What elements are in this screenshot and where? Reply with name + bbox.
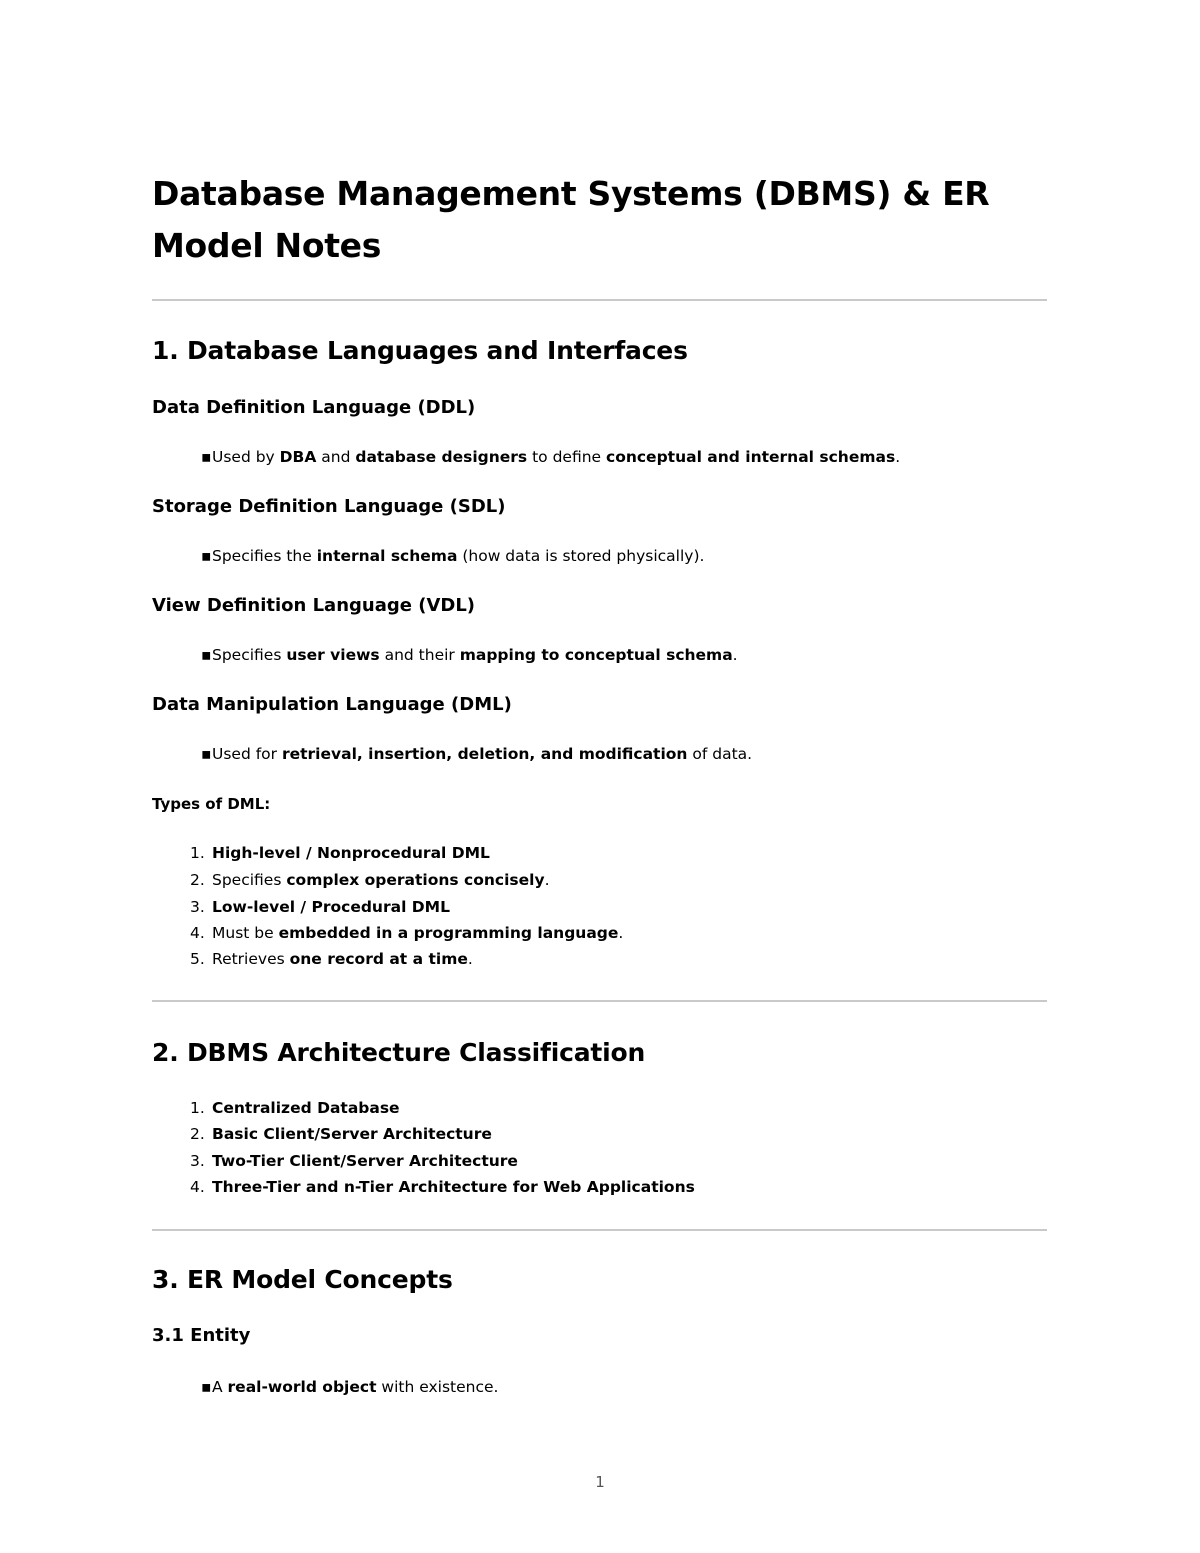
ddl-bullet: ▪Used by DBA and database designers to define conceptual and internal schemas. (201, 448, 901, 466)
sdl-bullet: ▪Specifies the internal schema (how data is stored physically). (201, 547, 705, 565)
section-1-heading: 1. Database Languages and Interfaces (152, 336, 688, 365)
list-item: 2. Specifies complex operations concisely. (190, 871, 550, 889)
list-item: 2. Basic Client/Server Architecture (190, 1125, 492, 1143)
bullet-glyph: ▪ (201, 547, 212, 565)
list-item: 4. Three-Tier and n-Tier Architecture for Web Applications (190, 1178, 695, 1196)
dml-heading: Data Manipulation Language (DML) (152, 694, 512, 715)
list-item: 1. Centralized Database (190, 1099, 400, 1117)
dml-types-heading: Types of DML: (152, 795, 271, 813)
section-3-heading: 3. ER Model Concepts (152, 1265, 453, 1294)
page-title: Database Management Systems (DBMS) & ER Model Notes (152, 174, 990, 265)
bullet-glyph: ▪ (201, 646, 212, 664)
entity-bullet: ▪A real-world object with existence. (201, 1378, 499, 1396)
list-item: 5. Retrieves one record at a time. (190, 950, 473, 968)
divider (152, 299, 1047, 301)
sdl-heading: Storage Definition Language (SDL) (152, 496, 506, 517)
bullet-glyph: ▪ (201, 745, 212, 763)
dml-bullet: ▪Used for retrieval, insertion, deletion, and modification of data. (201, 745, 753, 763)
vdl-heading: View Definition Language (VDL) (152, 595, 476, 616)
bullet-glyph: ▪ (201, 1378, 212, 1396)
list-item: 4. Must be embedded in a programming language. (190, 924, 624, 942)
section-2-heading: 2. DBMS Architecture Classification (152, 1038, 646, 1067)
entity-heading: 3.1 Entity (152, 1325, 251, 1346)
bullet-glyph: ▪ (201, 448, 212, 466)
list-item: 3. Low-level / Procedural DML (190, 898, 450, 916)
page-number: 1 (595, 1473, 605, 1491)
ddl-heading: Data Definition Language (DDL) (152, 397, 476, 418)
divider (152, 1000, 1047, 1002)
list-item: 1. High-level / Nonprocedural DML (190, 844, 490, 862)
divider (152, 1229, 1047, 1231)
list-item: 3. Two-Tier Client/Server Architecture (190, 1152, 518, 1170)
vdl-bullet: ▪Specifies user views and their mapping to conceptual schema. (201, 646, 738, 664)
